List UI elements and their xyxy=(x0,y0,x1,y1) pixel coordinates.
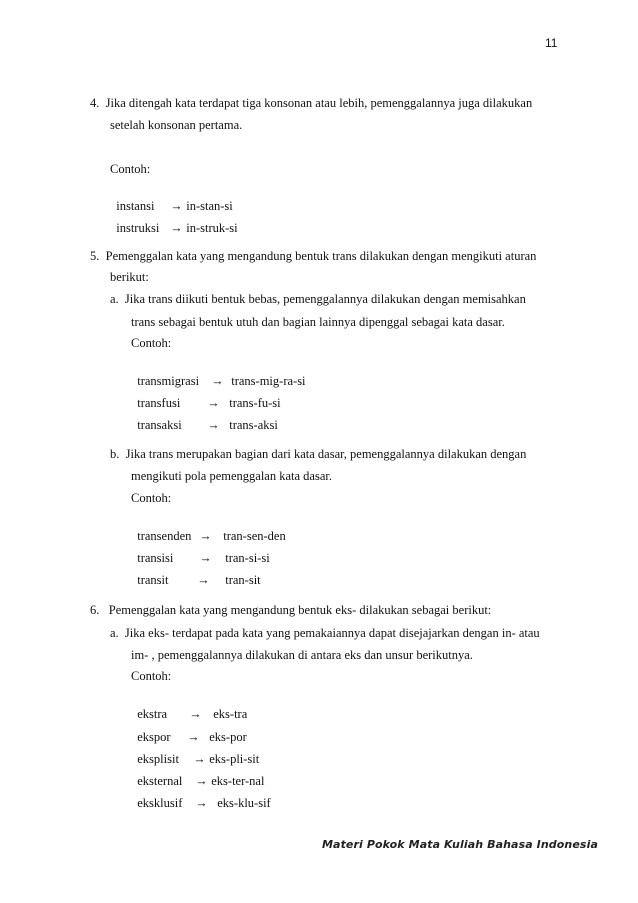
arrow-icon: → xyxy=(211,374,224,388)
example-row xyxy=(131,779,271,811)
arrow-icon: → xyxy=(207,396,220,410)
item5b-contoh: Contoh: xyxy=(131,491,172,505)
item4-line2: setelah konsonan pertama. xyxy=(110,118,243,132)
item6a-line1: a. Jika eks- terdapat pada kata yang pemakaiannya dapat disejajarkan dengan in- atau xyxy=(110,626,540,640)
item4-line1: 4. Jika ditengah kata terdapat tiga konsonan atau lebih, pemenggalannya juga dilakukan xyxy=(90,96,533,110)
example-word: transmigrasi xyxy=(137,374,200,388)
arrow-icon: → xyxy=(199,529,212,543)
arrow-icon: → xyxy=(193,752,206,766)
page-footer: Materi Pokok Mata Kuliah Bahasa Indonesia xyxy=(322,838,598,851)
example-word: eksternal xyxy=(137,774,183,788)
example-split: trans-aksi xyxy=(229,418,278,432)
arrow-icon: → xyxy=(199,551,212,565)
example-split: trans-fu-si xyxy=(229,396,281,410)
item5a-line2: trans sebagai bentuk utuh dan bagian lainnya dipenggal sebagai kata dasar. xyxy=(131,315,505,329)
example-split: eks-klu-sif xyxy=(217,796,271,810)
item6-line1: 6. Pemenggalan kata yang mengandung bentuk eks- dilakukan sebagai berikut: xyxy=(90,603,492,617)
example-word: transfusi xyxy=(137,396,181,410)
example-word: ekstra xyxy=(137,707,168,721)
example-word: ekspor xyxy=(137,730,171,744)
example-split: in-stan-si xyxy=(186,199,233,213)
example-row xyxy=(131,556,261,588)
arrow-icon: → xyxy=(170,221,183,235)
example-word: transaksi xyxy=(137,418,182,432)
example-word: eksplisit xyxy=(137,752,179,766)
arrow-icon: → xyxy=(207,418,220,432)
example-word: transenden xyxy=(137,529,192,543)
example-split: tran-sen-den xyxy=(223,529,286,543)
page-number: 11 xyxy=(545,36,558,50)
example-split: trans-mig-ra-si xyxy=(231,374,306,388)
example-word: transisi xyxy=(137,551,174,565)
example-split: tran-sit xyxy=(225,573,261,587)
arrow-icon: → xyxy=(195,774,208,788)
example-split: eks-tra xyxy=(213,707,248,721)
example-split: eks-ter-nal xyxy=(211,774,265,788)
item5a-line1: a. Jika trans diikuti bentuk bebas, pemenggalannya dilakukan dengan memisahkan xyxy=(110,292,526,306)
example-word: instruksi xyxy=(116,221,160,235)
example-row xyxy=(110,204,238,236)
arrow-icon: → xyxy=(170,199,183,213)
example-split: in-struk-si xyxy=(186,221,238,235)
example-split: tran-si-si xyxy=(225,551,270,565)
item6a-line2: im- , pemenggalannya dilakukan di antara eks dan unsur berikutnya. xyxy=(131,648,473,662)
arrow-icon: → xyxy=(195,796,208,810)
item5-line1: 5. Pemenggalan kata yang mengandung bentuk trans dilakukan dengan mengikuti aturan xyxy=(90,249,537,263)
example-word: eksklusif xyxy=(137,796,183,810)
arrow-icon: → xyxy=(189,707,202,721)
example-split: eks-por xyxy=(209,730,247,744)
item5b-line2: mengikuti pola pemenggalan kata dasar. xyxy=(131,469,332,483)
item6a-contoh: Contoh: xyxy=(131,669,172,683)
example-word: instansi xyxy=(116,199,155,213)
item5-line2: berikut: xyxy=(110,270,149,284)
example-word: transit xyxy=(137,573,169,587)
example-split: eks-pli-sit xyxy=(209,752,260,766)
arrow-icon: → xyxy=(197,573,210,587)
item4-contoh: Contoh: xyxy=(110,162,151,176)
arrow-icon: → xyxy=(187,730,200,744)
example-row xyxy=(131,401,278,433)
item5a-contoh: Contoh: xyxy=(131,336,172,350)
item5b-line1: b. Jika trans merupakan bagian dari kata dasar, pemenggalannya dilakukan dengan xyxy=(110,447,527,461)
